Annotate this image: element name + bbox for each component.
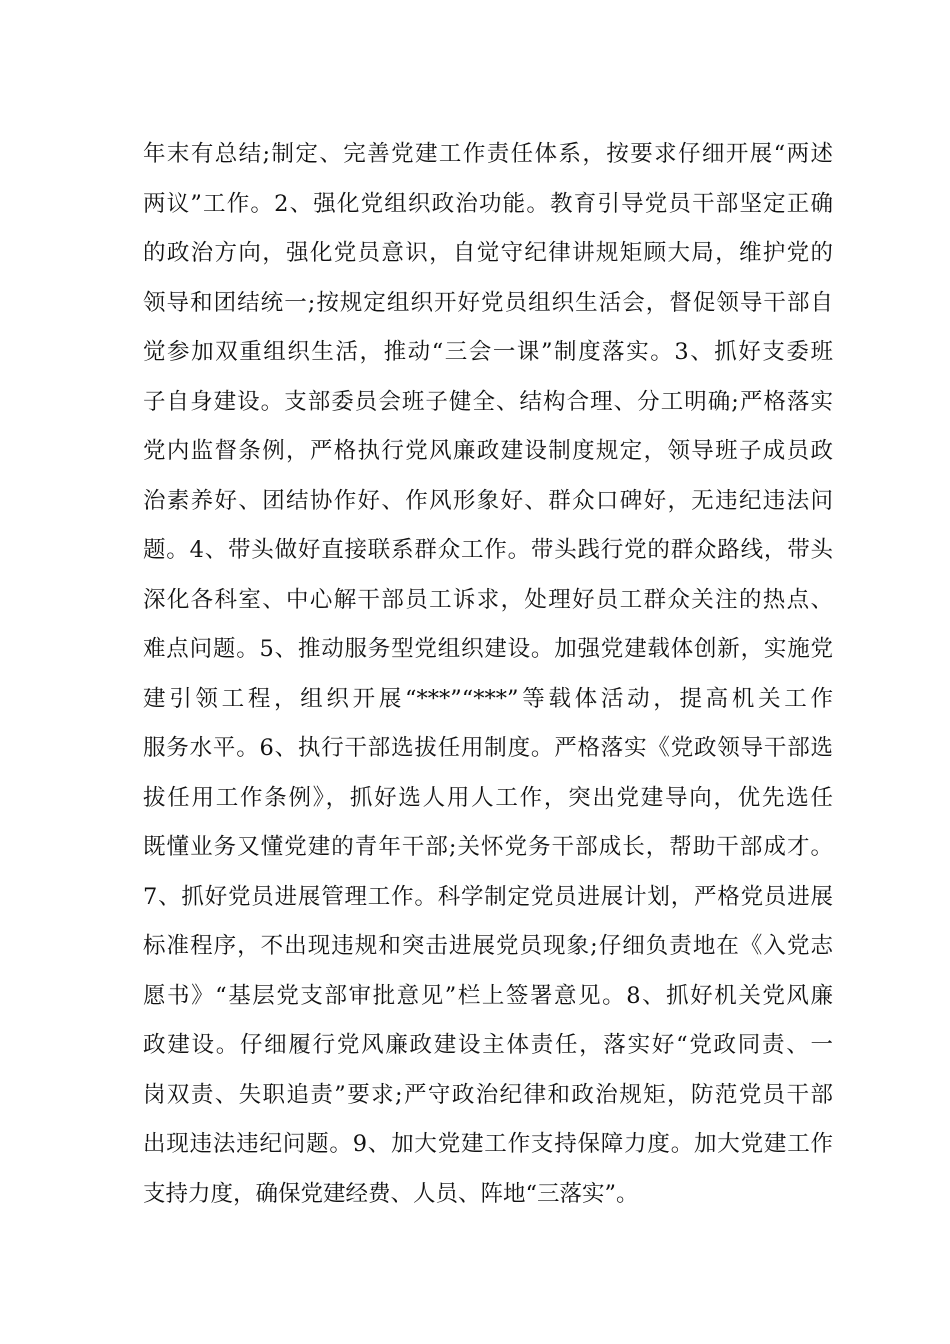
text-line: 标准程序，不出现违规和突击进展党员现象;仔细负责地在《入党志 [143, 933, 833, 959]
text-line: 愿书》“基层党支部审批意见”栏上签署意见。8、抓好机关党风廉 [143, 982, 833, 1009]
text-line: 支持力度，确保党建经费、人员、阵地“三落实”。 [143, 1180, 639, 1207]
text-line: 深化各科室、中心解干部员工诉求，处理好员工群众关注的热点、 [143, 586, 833, 613]
text-line: 难点问题。5、推动服务型党组织建设。加强党建载体创新，实施党 [143, 636, 833, 662]
text-line: 党内监督条例，严格执行党风廉政建设制度规定，领导班子成员政 [143, 438, 833, 464]
text-line: 治素养好、团结协作好、作风形象好、群众口碑好，无违纪违法问 [143, 487, 833, 514]
text-line: 领导和团结统一;按规定组织开好党员组织生活会，督促领导干部自 [143, 289, 833, 316]
text-line: 拔任用工作条例》，抓好选人用人工作，突出党建导向，优先选任 [143, 784, 833, 811]
text-line: 的政治方向，强化党员意识，自觉守纪律讲规矩顾大局，维护党的 [143, 240, 833, 266]
text-line: 政建设。仔细履行党风廉政建设主体责任，落实好“党政同责、一 [143, 1032, 833, 1058]
text-line: 7、抓好党员进展管理工作。科学制定党员进展计划，严格党员进展 [143, 883, 833, 910]
body-text [143, 130, 833, 1219]
text-line: 子自身建设。支部委员会班子健全、结构合理、分工明确;严格落实 [143, 388, 833, 415]
text-line: 觉参加双重组织生活，推动“三会一课”制度落实。3、抓好支委班 [143, 339, 833, 365]
text-line: 服务水平。6、执行干部选拔任用制度。严格落实《党政领导干部选 [143, 735, 833, 761]
text-line: 两议”工作。2、强化党组织政治功能。教育引导党员干部坚定正确 [143, 190, 833, 217]
text-line: 出现违法违纪问题。9、加大党建工作支持保障力度。加大党建工作 [143, 1131, 833, 1157]
text-line: 岗双责、失职追责”要求;严守政治纪律和政治规矩，防范党员干部 [143, 1081, 833, 1108]
text-line: 建引领工程，组织开展“***”“***”等载体活动，提高机关工作 [143, 685, 833, 712]
text-line: 既懂业务又懂党建的青年干部;关怀党务干部成长，帮助干部成才。 [143, 834, 833, 860]
text-line: 年末有总结;制定、完善党建工作责任体系，按要求仔细开展“两述 [143, 141, 833, 167]
text-line: 题。4、带头做好直接联系群众工作。带头践行党的群众路线，带头 [143, 537, 833, 563]
